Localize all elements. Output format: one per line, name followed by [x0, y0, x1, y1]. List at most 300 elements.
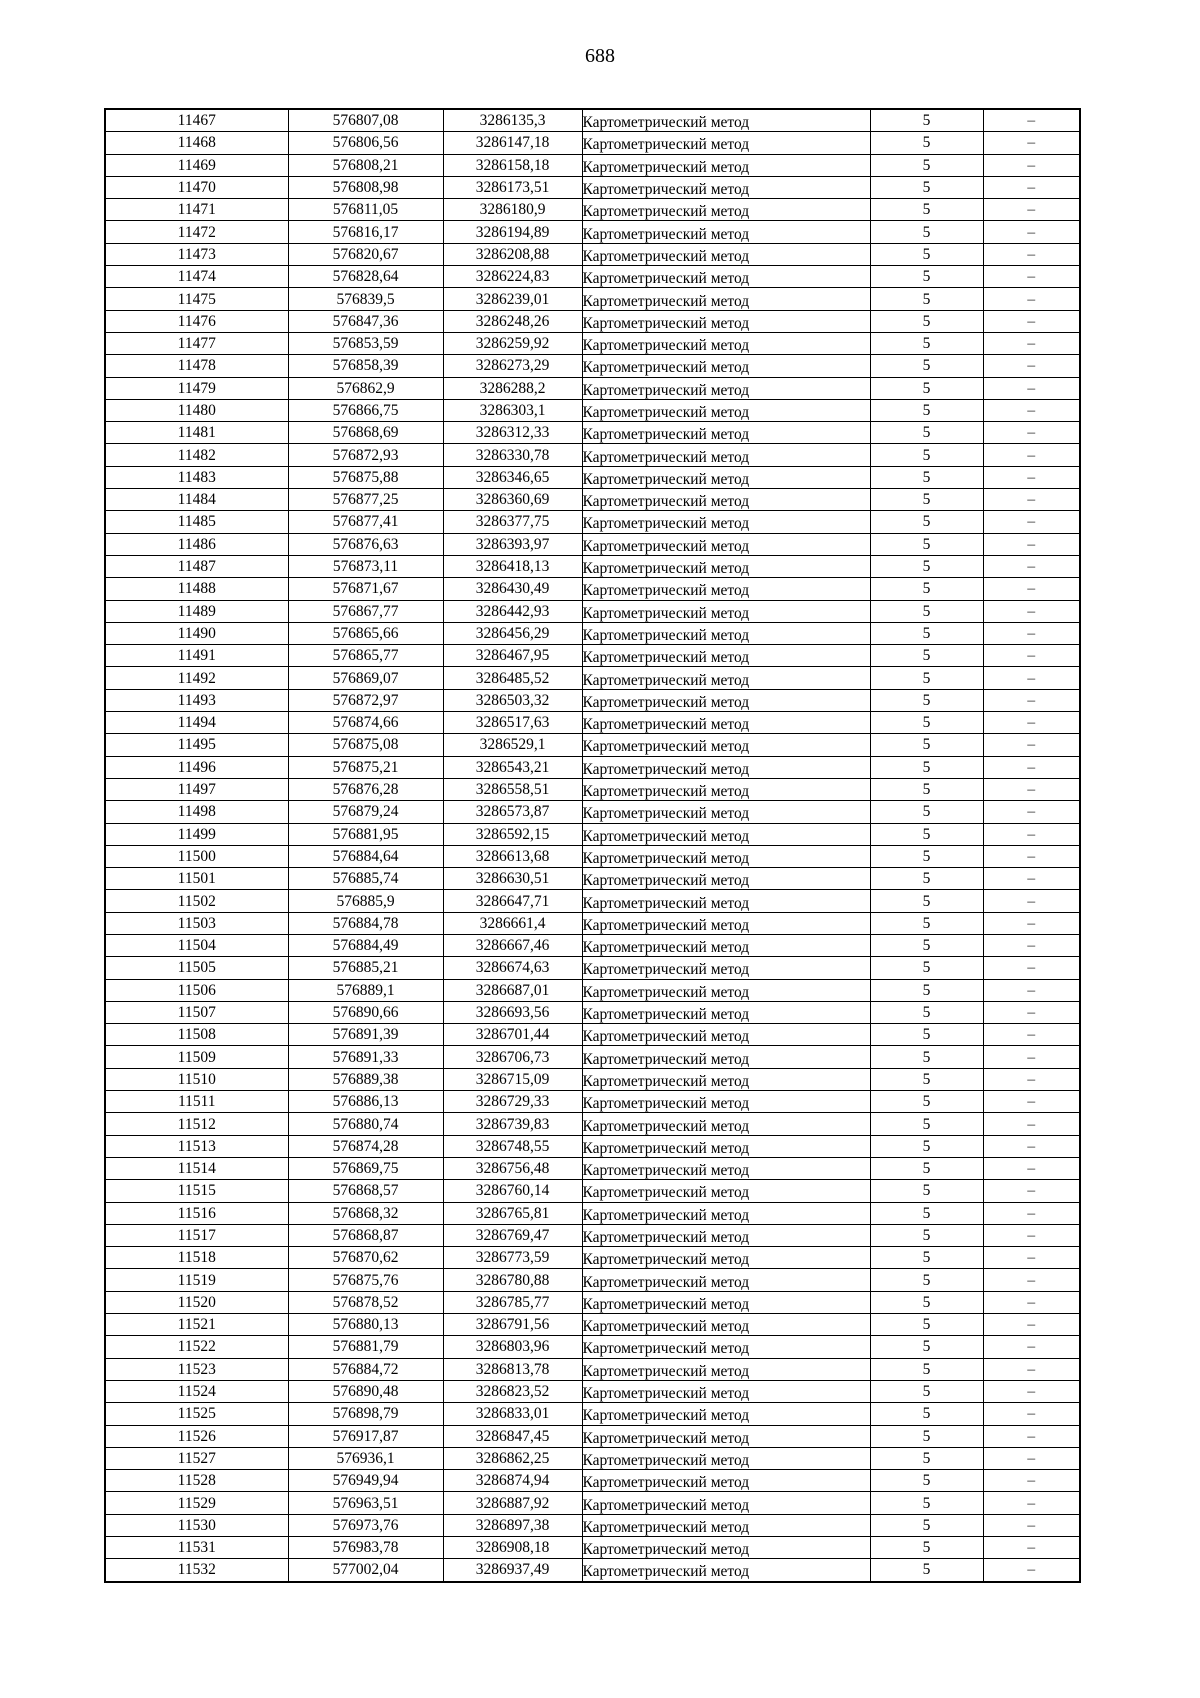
point-number-cell: 11478 [105, 355, 288, 377]
point-number-cell: 11510 [105, 1068, 288, 1090]
method-cell: Картометрический метод [582, 647, 870, 669]
method-cell: Картометрический метод [582, 1293, 870, 1315]
y-coordinate-cell: 3286780,88 [443, 1269, 582, 1291]
dash-cell: – [983, 600, 1080, 622]
dash-cell: – [983, 689, 1080, 711]
x-coordinate-cell: 576963,51 [288, 1492, 443, 1514]
accuracy-cell: 5 [870, 934, 983, 956]
table-row [105, 355, 1080, 377]
y-coordinate-cell: 3286823,52 [443, 1380, 582, 1402]
table-row [105, 1380, 1080, 1402]
x-coordinate-cell: 576828,64 [288, 266, 443, 288]
y-coordinate-cell: 3286517,63 [443, 712, 582, 734]
accuracy-cell: 5 [870, 1358, 983, 1380]
x-coordinate-cell: 576866,75 [288, 399, 443, 421]
accuracy-cell: 5 [870, 890, 983, 912]
y-coordinate-cell: 3286693,56 [443, 1001, 582, 1023]
x-coordinate-cell: 576806,56 [288, 132, 443, 154]
method-cell: Картометрический метод [582, 602, 870, 624]
point-number-cell: 11522 [105, 1336, 288, 1358]
accuracy-cell: 5 [870, 132, 983, 154]
point-number-cell: 11521 [105, 1314, 288, 1336]
accuracy-cell: 5 [870, 355, 983, 377]
dash-cell: – [983, 1336, 1080, 1358]
x-coordinate-cell: 576898,79 [288, 1403, 443, 1425]
method-cell: Картометрический метод [582, 334, 870, 356]
table-row [105, 176, 1080, 198]
dash-cell: – [983, 1537, 1080, 1559]
x-coordinate-cell: 576878,52 [288, 1291, 443, 1313]
point-number-cell: 11495 [105, 734, 288, 756]
dash-cell: – [983, 667, 1080, 689]
dash-cell: – [983, 355, 1080, 377]
point-number-cell: 11518 [105, 1247, 288, 1269]
y-coordinate-cell: 3286442,93 [443, 600, 582, 622]
method-cell: Картометрический метод [582, 1494, 870, 1516]
dash-cell: – [983, 466, 1080, 488]
point-number-cell: 11475 [105, 288, 288, 310]
point-number-cell: 11480 [105, 399, 288, 421]
x-coordinate-cell: 576865,66 [288, 622, 443, 644]
dash-cell: – [983, 1224, 1080, 1246]
dash-cell: – [983, 578, 1080, 600]
x-coordinate-cell: 576868,87 [288, 1224, 443, 1246]
method-cell: Картометрический метод [582, 1316, 870, 1338]
dash-cell: – [983, 489, 1080, 511]
x-coordinate-cell: 576876,63 [288, 533, 443, 555]
method-cell: Картометрический метод [582, 736, 870, 758]
dash-cell: – [983, 979, 1080, 1001]
x-coordinate-cell: 576868,57 [288, 1180, 443, 1202]
point-number-cell: 11516 [105, 1202, 288, 1224]
y-coordinate-cell: 3286288,2 [443, 377, 582, 399]
point-number-cell: 11526 [105, 1425, 288, 1447]
x-coordinate-cell: 576880,74 [288, 1113, 443, 1135]
y-coordinate-cell: 3286273,29 [443, 355, 582, 377]
dash-cell: – [983, 1314, 1080, 1336]
point-number-cell: 11513 [105, 1135, 288, 1157]
method-cell: Картометрический метод [582, 1026, 870, 1048]
y-coordinate-cell: 3286208,88 [443, 243, 582, 265]
point-number-cell: 11524 [105, 1380, 288, 1402]
method-cell: Картометрический метод [582, 691, 870, 713]
dash-cell: – [983, 288, 1080, 310]
accuracy-cell: 5 [870, 1157, 983, 1179]
method-cell: Картометрический метод [582, 535, 870, 557]
accuracy-cell: 5 [870, 1403, 983, 1425]
accuracy-cell: 5 [870, 1046, 983, 1068]
point-number-cell: 11527 [105, 1447, 288, 1469]
x-coordinate-cell: 576983,78 [288, 1537, 443, 1559]
x-coordinate-cell: 576936,1 [288, 1447, 443, 1469]
y-coordinate-cell: 3286785,77 [443, 1291, 582, 1313]
method-cell: Картометрический метод [582, 1048, 870, 1070]
y-coordinate-cell: 3286330,78 [443, 444, 582, 466]
accuracy-cell: 5 [870, 712, 983, 734]
dash-cell: – [983, 109, 1080, 132]
y-coordinate-cell: 3286248,26 [443, 310, 582, 332]
dash-cell: – [983, 1447, 1080, 1469]
table-row [105, 1224, 1080, 1246]
point-number-cell: 11489 [105, 600, 288, 622]
x-coordinate-cell: 576811,05 [288, 199, 443, 221]
y-coordinate-cell: 3286887,92 [443, 1492, 582, 1514]
method-cell: Картометрический метод [582, 1472, 870, 1494]
table-row [105, 1537, 1080, 1559]
point-number-cell: 11494 [105, 712, 288, 734]
method-cell: Картометрический метод [582, 1539, 870, 1561]
accuracy-cell: 5 [870, 1514, 983, 1536]
table-row [105, 533, 1080, 555]
y-coordinate-cell: 3286756,48 [443, 1157, 582, 1179]
y-coordinate-cell: 3286543,21 [443, 756, 582, 778]
x-coordinate-cell: 576869,75 [288, 1157, 443, 1179]
accuracy-cell: 5 [870, 332, 983, 354]
table-row [105, 489, 1080, 511]
accuracy-cell: 5 [870, 801, 983, 823]
x-coordinate-cell: 576973,76 [288, 1514, 443, 1536]
x-coordinate-cell: 576885,9 [288, 890, 443, 912]
table-row [105, 934, 1080, 956]
accuracy-cell: 5 [870, 489, 983, 511]
accuracy-cell: 5 [870, 1024, 983, 1046]
point-number-cell: 11519 [105, 1269, 288, 1291]
accuracy-cell: 5 [870, 689, 983, 711]
method-cell: Картометрический метод [582, 201, 870, 223]
dash-cell: – [983, 957, 1080, 979]
y-coordinate-cell: 3286467,95 [443, 645, 582, 667]
table-row [105, 1001, 1080, 1023]
x-coordinate-cell: 576868,32 [288, 1202, 443, 1224]
point-number-cell: 11531 [105, 1537, 288, 1559]
x-coordinate-cell: 576853,59 [288, 332, 443, 354]
table-row [105, 845, 1080, 867]
y-coordinate-cell: 3286937,49 [443, 1559, 582, 1582]
dash-cell: – [983, 199, 1080, 221]
accuracy-cell: 5 [870, 667, 983, 689]
x-coordinate-cell: 576839,5 [288, 288, 443, 310]
y-coordinate-cell: 3286346,65 [443, 466, 582, 488]
accuracy-cell: 5 [870, 845, 983, 867]
table-row [105, 600, 1080, 622]
accuracy-cell: 5 [870, 109, 983, 132]
accuracy-cell: 5 [870, 422, 983, 444]
point-number-cell: 11482 [105, 444, 288, 466]
dash-cell: – [983, 778, 1080, 800]
accuracy-cell: 5 [870, 221, 983, 243]
x-coordinate-cell: 576881,95 [288, 823, 443, 845]
accuracy-cell: 5 [870, 1492, 983, 1514]
table-row [105, 422, 1080, 444]
dash-cell: – [983, 734, 1080, 756]
point-number-cell: 11501 [105, 868, 288, 890]
accuracy-cell: 5 [870, 1380, 983, 1402]
dash-cell: – [983, 1403, 1080, 1425]
accuracy-cell: 5 [870, 533, 983, 555]
y-coordinate-cell: 3286760,14 [443, 1180, 582, 1202]
table-row [105, 1291, 1080, 1313]
table-row [105, 399, 1080, 421]
table-row [105, 1113, 1080, 1135]
table-row [105, 712, 1080, 734]
table-row [105, 243, 1080, 265]
point-number-cell: 11520 [105, 1291, 288, 1313]
table-row [105, 890, 1080, 912]
x-coordinate-cell: 576886,13 [288, 1091, 443, 1113]
method-cell: Картометрический метод [582, 223, 870, 245]
x-coordinate-cell: 576885,21 [288, 957, 443, 979]
y-coordinate-cell: 3286647,71 [443, 890, 582, 912]
y-coordinate-cell: 3286613,68 [443, 845, 582, 867]
dash-cell: – [983, 1291, 1080, 1313]
dash-cell: – [983, 823, 1080, 845]
x-coordinate-cell: 576820,67 [288, 243, 443, 265]
x-coordinate-cell: 576873,11 [288, 555, 443, 577]
table-row [105, 823, 1080, 845]
y-coordinate-cell: 3286908,18 [443, 1537, 582, 1559]
x-coordinate-cell: 576875,08 [288, 734, 443, 756]
dash-cell: – [983, 154, 1080, 176]
point-number-cell: 11507 [105, 1001, 288, 1023]
dash-cell: – [983, 332, 1080, 354]
table-row [105, 1492, 1080, 1514]
dash-cell: – [983, 1024, 1080, 1046]
method-cell: Картометрический метод [582, 1159, 870, 1181]
method-cell: Картометрический метод [582, 357, 870, 379]
y-coordinate-cell: 3286224,83 [443, 266, 582, 288]
y-coordinate-cell: 3286765,81 [443, 1202, 582, 1224]
method-cell: Картометрический метод [582, 1360, 870, 1382]
method-cell: Картометрический метод [582, 847, 870, 869]
point-number-cell: 11491 [105, 645, 288, 667]
x-coordinate-cell: 576808,98 [288, 176, 443, 198]
point-number-cell: 11486 [105, 533, 288, 555]
point-number-cell: 11484 [105, 489, 288, 511]
method-cell: Картометрический метод [582, 290, 870, 312]
x-coordinate-cell: 576872,97 [288, 689, 443, 711]
point-number-cell: 11498 [105, 801, 288, 823]
accuracy-cell: 5 [870, 622, 983, 644]
table-row [105, 266, 1080, 288]
table-row [105, 109, 1080, 132]
x-coordinate-cell: 576875,21 [288, 756, 443, 778]
table-row [105, 1157, 1080, 1179]
accuracy-cell: 5 [870, 578, 983, 600]
table-row [105, 154, 1080, 176]
method-cell: Картометрический метод [582, 1382, 870, 1404]
table-row [105, 1403, 1080, 1425]
y-coordinate-cell: 3286456,29 [443, 622, 582, 644]
dash-cell: – [983, 132, 1080, 154]
point-number-cell: 11509 [105, 1046, 288, 1068]
accuracy-cell: 5 [870, 1224, 983, 1246]
method-cell: Картометрический метод [582, 1516, 870, 1538]
y-coordinate-cell: 3286173,51 [443, 176, 582, 198]
dash-cell: – [983, 266, 1080, 288]
method-cell: Картометрический метод [582, 111, 870, 134]
point-number-cell: 11504 [105, 934, 288, 956]
table-row [105, 1180, 1080, 1202]
table-row [105, 734, 1080, 756]
accuracy-cell: 5 [870, 466, 983, 488]
y-coordinate-cell: 3286592,15 [443, 823, 582, 845]
table-row [105, 645, 1080, 667]
x-coordinate-cell: 576816,17 [288, 221, 443, 243]
table-row [105, 1358, 1080, 1380]
table-row [105, 1068, 1080, 1090]
table-row [105, 801, 1080, 823]
accuracy-cell: 5 [870, 1113, 983, 1135]
dash-cell: – [983, 1068, 1080, 1090]
accuracy-cell: 5 [870, 444, 983, 466]
method-cell: Картометрический метод [582, 1405, 870, 1427]
dash-cell: – [983, 1001, 1080, 1023]
y-coordinate-cell: 3286667,46 [443, 934, 582, 956]
point-number-cell: 11508 [105, 1024, 288, 1046]
x-coordinate-cell: 576890,66 [288, 1001, 443, 1023]
table-row [105, 332, 1080, 354]
point-number-cell: 11496 [105, 756, 288, 778]
x-coordinate-cell: 576877,25 [288, 489, 443, 511]
x-coordinate-cell: 576869,07 [288, 667, 443, 689]
table-row [105, 1135, 1080, 1157]
dash-cell: – [983, 533, 1080, 555]
method-cell: Картометрический метод [582, 1093, 870, 1115]
table-row [105, 1091, 1080, 1113]
x-coordinate-cell: 576865,77 [288, 645, 443, 667]
y-coordinate-cell: 3286701,44 [443, 1024, 582, 1046]
method-cell: Картометрический метод [582, 624, 870, 646]
point-number-cell: 11474 [105, 266, 288, 288]
x-coordinate-cell: 576867,77 [288, 600, 443, 622]
page-number: 688 [585, 45, 615, 67]
accuracy-cell: 5 [870, 1091, 983, 1113]
accuracy-cell: 5 [870, 979, 983, 1001]
point-number-cell: 11487 [105, 555, 288, 577]
y-coordinate-cell: 3286715,09 [443, 1068, 582, 1090]
x-coordinate-cell: 576949,94 [288, 1470, 443, 1492]
accuracy-cell: 5 [870, 310, 983, 332]
method-cell: Картометрический метод [582, 981, 870, 1003]
method-cell: Картометрический метод [582, 1182, 870, 1204]
method-cell: Картометрический метод [582, 1338, 870, 1360]
x-coordinate-cell: 576884,64 [288, 845, 443, 867]
dash-cell: – [983, 1247, 1080, 1269]
x-coordinate-cell: 576868,69 [288, 422, 443, 444]
point-number-cell: 11492 [105, 667, 288, 689]
method-cell: Картометрический метод [582, 1003, 870, 1025]
dash-cell: – [983, 243, 1080, 265]
table-row [105, 1046, 1080, 1068]
table-row [105, 1024, 1080, 1046]
accuracy-cell: 5 [870, 1425, 983, 1447]
point-number-cell: 11468 [105, 132, 288, 154]
y-coordinate-cell: 3286558,51 [443, 778, 582, 800]
accuracy-cell: 5 [870, 1001, 983, 1023]
x-coordinate-cell: 576875,88 [288, 466, 443, 488]
dash-cell: – [983, 511, 1080, 533]
accuracy-cell: 5 [870, 511, 983, 533]
y-coordinate-cell: 3286706,73 [443, 1046, 582, 1068]
x-coordinate-cell: 576881,79 [288, 1336, 443, 1358]
method-cell: Картометрический метод [582, 513, 870, 535]
y-coordinate-cell: 3286833,01 [443, 1403, 582, 1425]
accuracy-cell: 5 [870, 600, 983, 622]
accuracy-cell: 5 [870, 199, 983, 221]
point-number-cell: 11479 [105, 377, 288, 399]
x-coordinate-cell: 576884,49 [288, 934, 443, 956]
coordinates-table-body [105, 109, 1080, 1582]
point-number-cell: 11517 [105, 1224, 288, 1246]
accuracy-cell: 5 [870, 1470, 983, 1492]
y-coordinate-cell: 3286674,63 [443, 957, 582, 979]
method-cell: Картометрический метод [582, 936, 870, 958]
y-coordinate-cell: 3286503,32 [443, 689, 582, 711]
coordinates-table [104, 108, 1081, 1583]
y-coordinate-cell: 3286739,83 [443, 1113, 582, 1135]
method-cell: Картометрический метод [582, 714, 870, 736]
accuracy-cell: 5 [870, 1559, 983, 1582]
accuracy-cell: 5 [870, 756, 983, 778]
y-coordinate-cell: 3286393,97 [443, 533, 582, 555]
table-row [105, 1514, 1080, 1536]
accuracy-cell: 5 [870, 1447, 983, 1469]
method-cell: Картометрический метод [582, 1204, 870, 1226]
y-coordinate-cell: 3286748,55 [443, 1135, 582, 1157]
y-coordinate-cell: 3286529,1 [443, 734, 582, 756]
accuracy-cell: 5 [870, 868, 983, 890]
table-row [105, 1470, 1080, 1492]
table-row [105, 667, 1080, 689]
point-number-cell: 11473 [105, 243, 288, 265]
point-number-cell: 11523 [105, 1358, 288, 1380]
table-row [105, 1247, 1080, 1269]
dash-cell: – [983, 399, 1080, 421]
method-cell: Картометрический метод [582, 780, 870, 802]
dash-cell: – [983, 1113, 1080, 1135]
method-cell: Картометрический метод [582, 134, 870, 156]
method-cell: Картометрический метод [582, 959, 870, 981]
dash-cell: – [983, 890, 1080, 912]
method-cell: Картометрический метод [582, 401, 870, 423]
table-row [105, 756, 1080, 778]
method-cell: Картометрический метод [582, 491, 870, 513]
table-row [105, 288, 1080, 310]
y-coordinate-cell: 3286874,94 [443, 1470, 582, 1492]
accuracy-cell: 5 [870, 778, 983, 800]
point-number-cell: 11506 [105, 979, 288, 1001]
method-cell: Картометрический метод [582, 424, 870, 446]
accuracy-cell: 5 [870, 912, 983, 934]
accuracy-cell: 5 [870, 734, 983, 756]
table-row [105, 1559, 1080, 1582]
table-row [105, 578, 1080, 600]
table-row [105, 912, 1080, 934]
accuracy-cell: 5 [870, 1180, 983, 1202]
table-row [105, 555, 1080, 577]
method-cell: Картометрический метод [582, 825, 870, 847]
x-coordinate-cell: 576872,93 [288, 444, 443, 466]
x-coordinate-cell: 576889,38 [288, 1068, 443, 1090]
accuracy-cell: 5 [870, 1202, 983, 1224]
y-coordinate-cell: 3286791,56 [443, 1314, 582, 1336]
table-row [105, 466, 1080, 488]
point-number-cell: 11493 [105, 689, 288, 711]
table-row [105, 132, 1080, 154]
x-coordinate-cell: 576874,66 [288, 712, 443, 734]
accuracy-cell: 5 [870, 1247, 983, 1269]
dash-cell: – [983, 912, 1080, 934]
